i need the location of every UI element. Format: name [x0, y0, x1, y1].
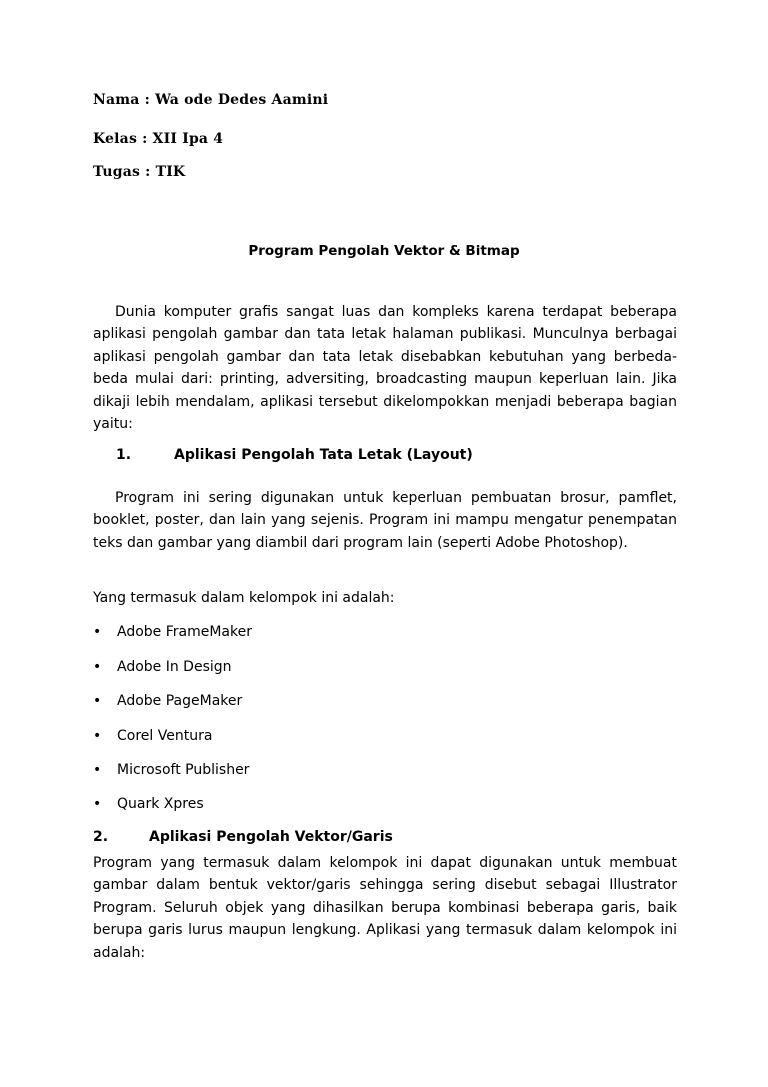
assignment-subject: Tugas : TIK [93, 164, 186, 180]
document-page: Nama : Wa ode Dedes Aamini Kelas : XII Ipa 4 Tugas : TIK Program Pengolah Vektor & Bitmap Dunia komputer grafis sangat luas dan kompleks karena terdapat beberapa aplikasi pengolah gambar dan tata letak halaman publikasi. Munculnya berbagai aplikasi pengolah gambar dan tata letak disebabkan kebutuhan yang berbeda-beda mulai dari: printing, adversiting, broadcasting maupun keperluan lain. Jika dikaji lebih mendalam, aplikasi tersebut dikelompokkan menjadi beberapa bagian yaitu: 1. Aplikasi Pengolah Tata Letak (Layout) Program ini sering digunakan untuk keperluan pembuatan brosur, pamflet, booklet, poster, dan lain yang sejenis. Program ini mampu mengatur penempatan teks dan gambar yang diambil dari program lain (seperti Adobe Photoshop). Yang termasuk dalam kelompok ini adalah: • Adobe FrameMaker • Adobe In Design • Adobe PageMaker • Corel Ventura • Microsoft Publisher • Quark Xpres 2. Aplikasi Pengolah Vektor/Garis Program yang termasuk dalam kelompok ini dapat digunakan untuk membuat gambar dalam bentuk vektor/garis sehingga sering disebut sebagai Illustrator Program. Seluruh objek yang dihasilkan berupa kombinasi beberapa garis, baik berupa garis lurus maupun lengkung. Aplikasi yang termasuk dalam kelompok ini adalah: [0, 0, 768, 1087]
section-1-number: 1. [116, 447, 132, 463]
document-title: Program Pengolah Vektor & Bitmap [248, 243, 520, 259]
student-name: Nama : Wa ode Dedes Aamini [93, 92, 329, 108]
section-2-paragraph: Program yang termasuk dalam kelompok ini dapat digunakan untuk membuat gambar dalam bentuk vektor/garis sehingga sering disebut sebagai Illustrator Program. Seluruh objek yang dihasilkan berupa kombinasi beberapa garis, baik berupa garis lurus maupun lengkung. Aplikasi yang termasuk dalam kelompok ini adalah: [93, 855, 677, 961]
student-class: Kelas : XII Ipa 4 [93, 131, 224, 147]
bullet-icon: • [93, 624, 102, 640]
section-1-list-intro: Yang termasuk dalam kelompok ini adalah: [93, 590, 395, 606]
section-1-title: Aplikasi Pengolah Tata Letak (Layout) [174, 447, 473, 463]
bullet-icon: • [93, 693, 102, 709]
section-2-title: Aplikasi Pengolah Vektor/Garis [149, 829, 393, 845]
bullet-icon: • [93, 659, 102, 675]
bullet-icon: • [93, 728, 102, 744]
section-1-paragraph: Program ini sering digunakan untuk keperluan pembuatan brosur, pamflet, booklet, poster, dan lain yang sejenis. Program ini mampu mengatur penempatan teks dan gambar yang diambil dari program lain (seperti Adobe Photoshop). [93, 490, 677, 551]
bullet-icon: • [93, 762, 102, 778]
bullet-icon: • [93, 796, 102, 812]
intro-paragraph: Dunia komputer grafis sangat luas dan kompleks karena terdapat beberapa aplikasi pengolah gambar dan tata letak halaman publikasi. Munculnya berbagai aplikasi pengolah gambar dan tata letak disebabkan kebutuhan yang berbeda-beda mulai dari: printing, adversiting, broadcasting maupun keperluan lain. Jika dikaji lebih mendalam, aplikasi tersebut dikelompokkan menjadi beberapa bagian yaitu: [93, 304, 677, 433]
section-2-number: 2. [93, 829, 109, 845]
